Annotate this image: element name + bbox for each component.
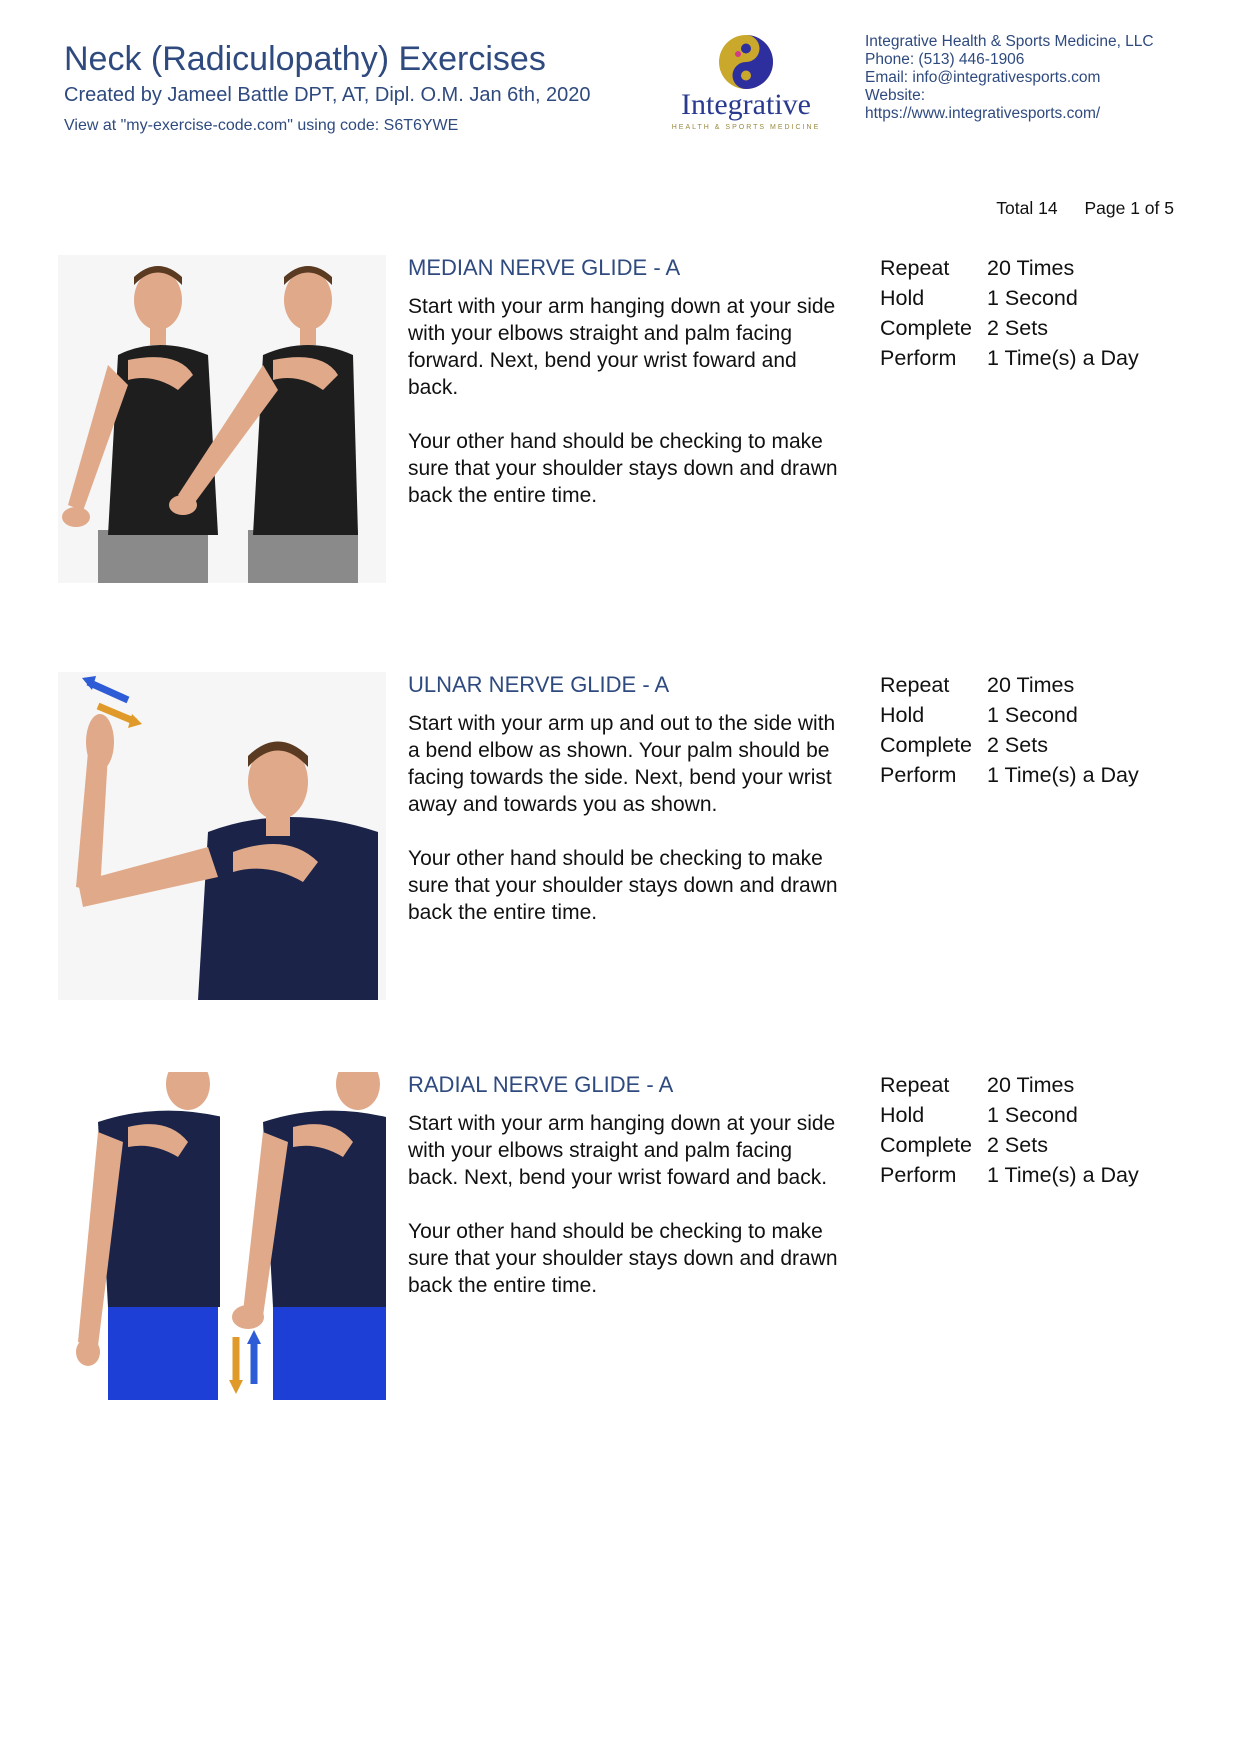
author-line: Created by Jameel Battle DPT, AT, Dipl. O.M. Jan 6th, 2020: [64, 84, 591, 106]
contact-block: [865, 33, 1154, 123]
instruction-paragraph: Your other hand should be checking to make sure that your shoulder stays down and drawn back the entire time.: [408, 430, 838, 507]
total-count: Total 14: [996, 198, 1058, 218]
perform-label: Perform: [880, 763, 957, 787]
hold-value: 1 Second: [987, 703, 1078, 727]
exercise-title: RADIAL NERVE GLIDE - A: [408, 1072, 674, 1097]
repeat-value: 20 Times: [987, 673, 1075, 697]
yin-yang-logo-icon: [718, 34, 774, 90]
complete-label: Complete: [880, 733, 973, 757]
exercise-instructions: [408, 1110, 838, 1326]
phone: Phone: (513) 446-1906: [865, 51, 1025, 68]
page-totals: [974, 198, 1174, 219]
logo-subtitle: HEALTH & SPORTS MEDICINE: [671, 124, 821, 131]
complete-value: 2 Sets: [987, 733, 1048, 757]
complete-label: Complete: [880, 1133, 973, 1157]
exercise-photo-radial: [58, 1072, 386, 1400]
website-link[interactable]: https://www.integrativesports.com/: [865, 105, 1101, 122]
website-label: Website:: [865, 87, 926, 104]
instruction-paragraph: Your other hand should be checking to make sure that your shoulder stays down and drawn back the entire time.: [408, 847, 838, 924]
median-nerve-glide-illustration: [58, 255, 386, 583]
hold-value: 1 Second: [987, 1103, 1078, 1127]
ulnar-nerve-glide-illustration: [58, 672, 386, 1000]
hold-value: 1 Second: [987, 286, 1078, 310]
instruction-paragraph: Start with your arm hanging down at your side with your elbows straight and palm facing forward. Next, bend your wrist foward and back.: [408, 295, 836, 399]
hold-label: Hold: [880, 1103, 925, 1127]
exercise-photo-ulnar: [58, 672, 386, 1000]
repeat-value: 20 Times: [987, 256, 1075, 280]
instruction-paragraph: Start with your arm up and out to the side with a bend elbow as shown. Your palm should be facing towards the side. Next, bend your wrist away and towards you as shown.: [408, 712, 836, 816]
instruction-paragraph: Start with your arm hanging down at your side with your elbows straight and palm facing back. Next, bend your wrist foward and back.: [408, 1112, 836, 1189]
company-name: Integrative Health & Sports Medicine, LLC: [865, 33, 1154, 50]
perform-value: 1 Time(s) a Day: [987, 346, 1139, 370]
repeat-value: 20 Times: [987, 1073, 1075, 1097]
perform-label: Perform: [880, 1163, 957, 1187]
complete-value: 2 Sets: [987, 1133, 1048, 1157]
exercise-photo-median: [58, 255, 386, 583]
exercise-instructions: [408, 293, 838, 536]
repeat-label: Repeat: [880, 673, 950, 697]
exercise-instructions: [408, 710, 838, 953]
page-number: Page 1 of 5: [1084, 198, 1174, 218]
complete-label: Complete: [880, 316, 973, 340]
exercise-title: MEDIAN NERVE GLIDE - A: [408, 255, 681, 280]
repeat-label: Repeat: [880, 256, 950, 280]
perform-value: 1 Time(s) a Day: [987, 1163, 1139, 1187]
hold-label: Hold: [880, 703, 925, 727]
complete-value: 2 Sets: [987, 316, 1048, 340]
page-title: Neck (Radiculopathy) Exercises: [64, 40, 546, 78]
email: Email: info@integrativesports.com: [865, 69, 1101, 86]
integrative-logo: [664, 32, 828, 136]
perform-value: 1 Time(s) a Day: [987, 763, 1139, 787]
hold-label: Hold: [880, 286, 925, 310]
exercise-parameters: [880, 670, 1139, 790]
repeat-label: Repeat: [880, 1073, 950, 1097]
logo-wordmark: Integrative: [681, 88, 811, 121]
radial-nerve-glide-illustration: [58, 1072, 386, 1400]
perform-label: Perform: [880, 346, 957, 370]
exercise-parameters: [880, 253, 1139, 373]
exercise-parameters: [880, 1070, 1139, 1190]
exercise-code-line: View at "my-exercise-code.com" using code: S6T6YWE: [64, 117, 459, 134]
instruction-paragraph: Your other hand should be checking to make sure that your shoulder stays down and drawn back the entire time.: [408, 1220, 838, 1297]
exercise-title: ULNAR NERVE GLIDE - A: [408, 672, 670, 697]
